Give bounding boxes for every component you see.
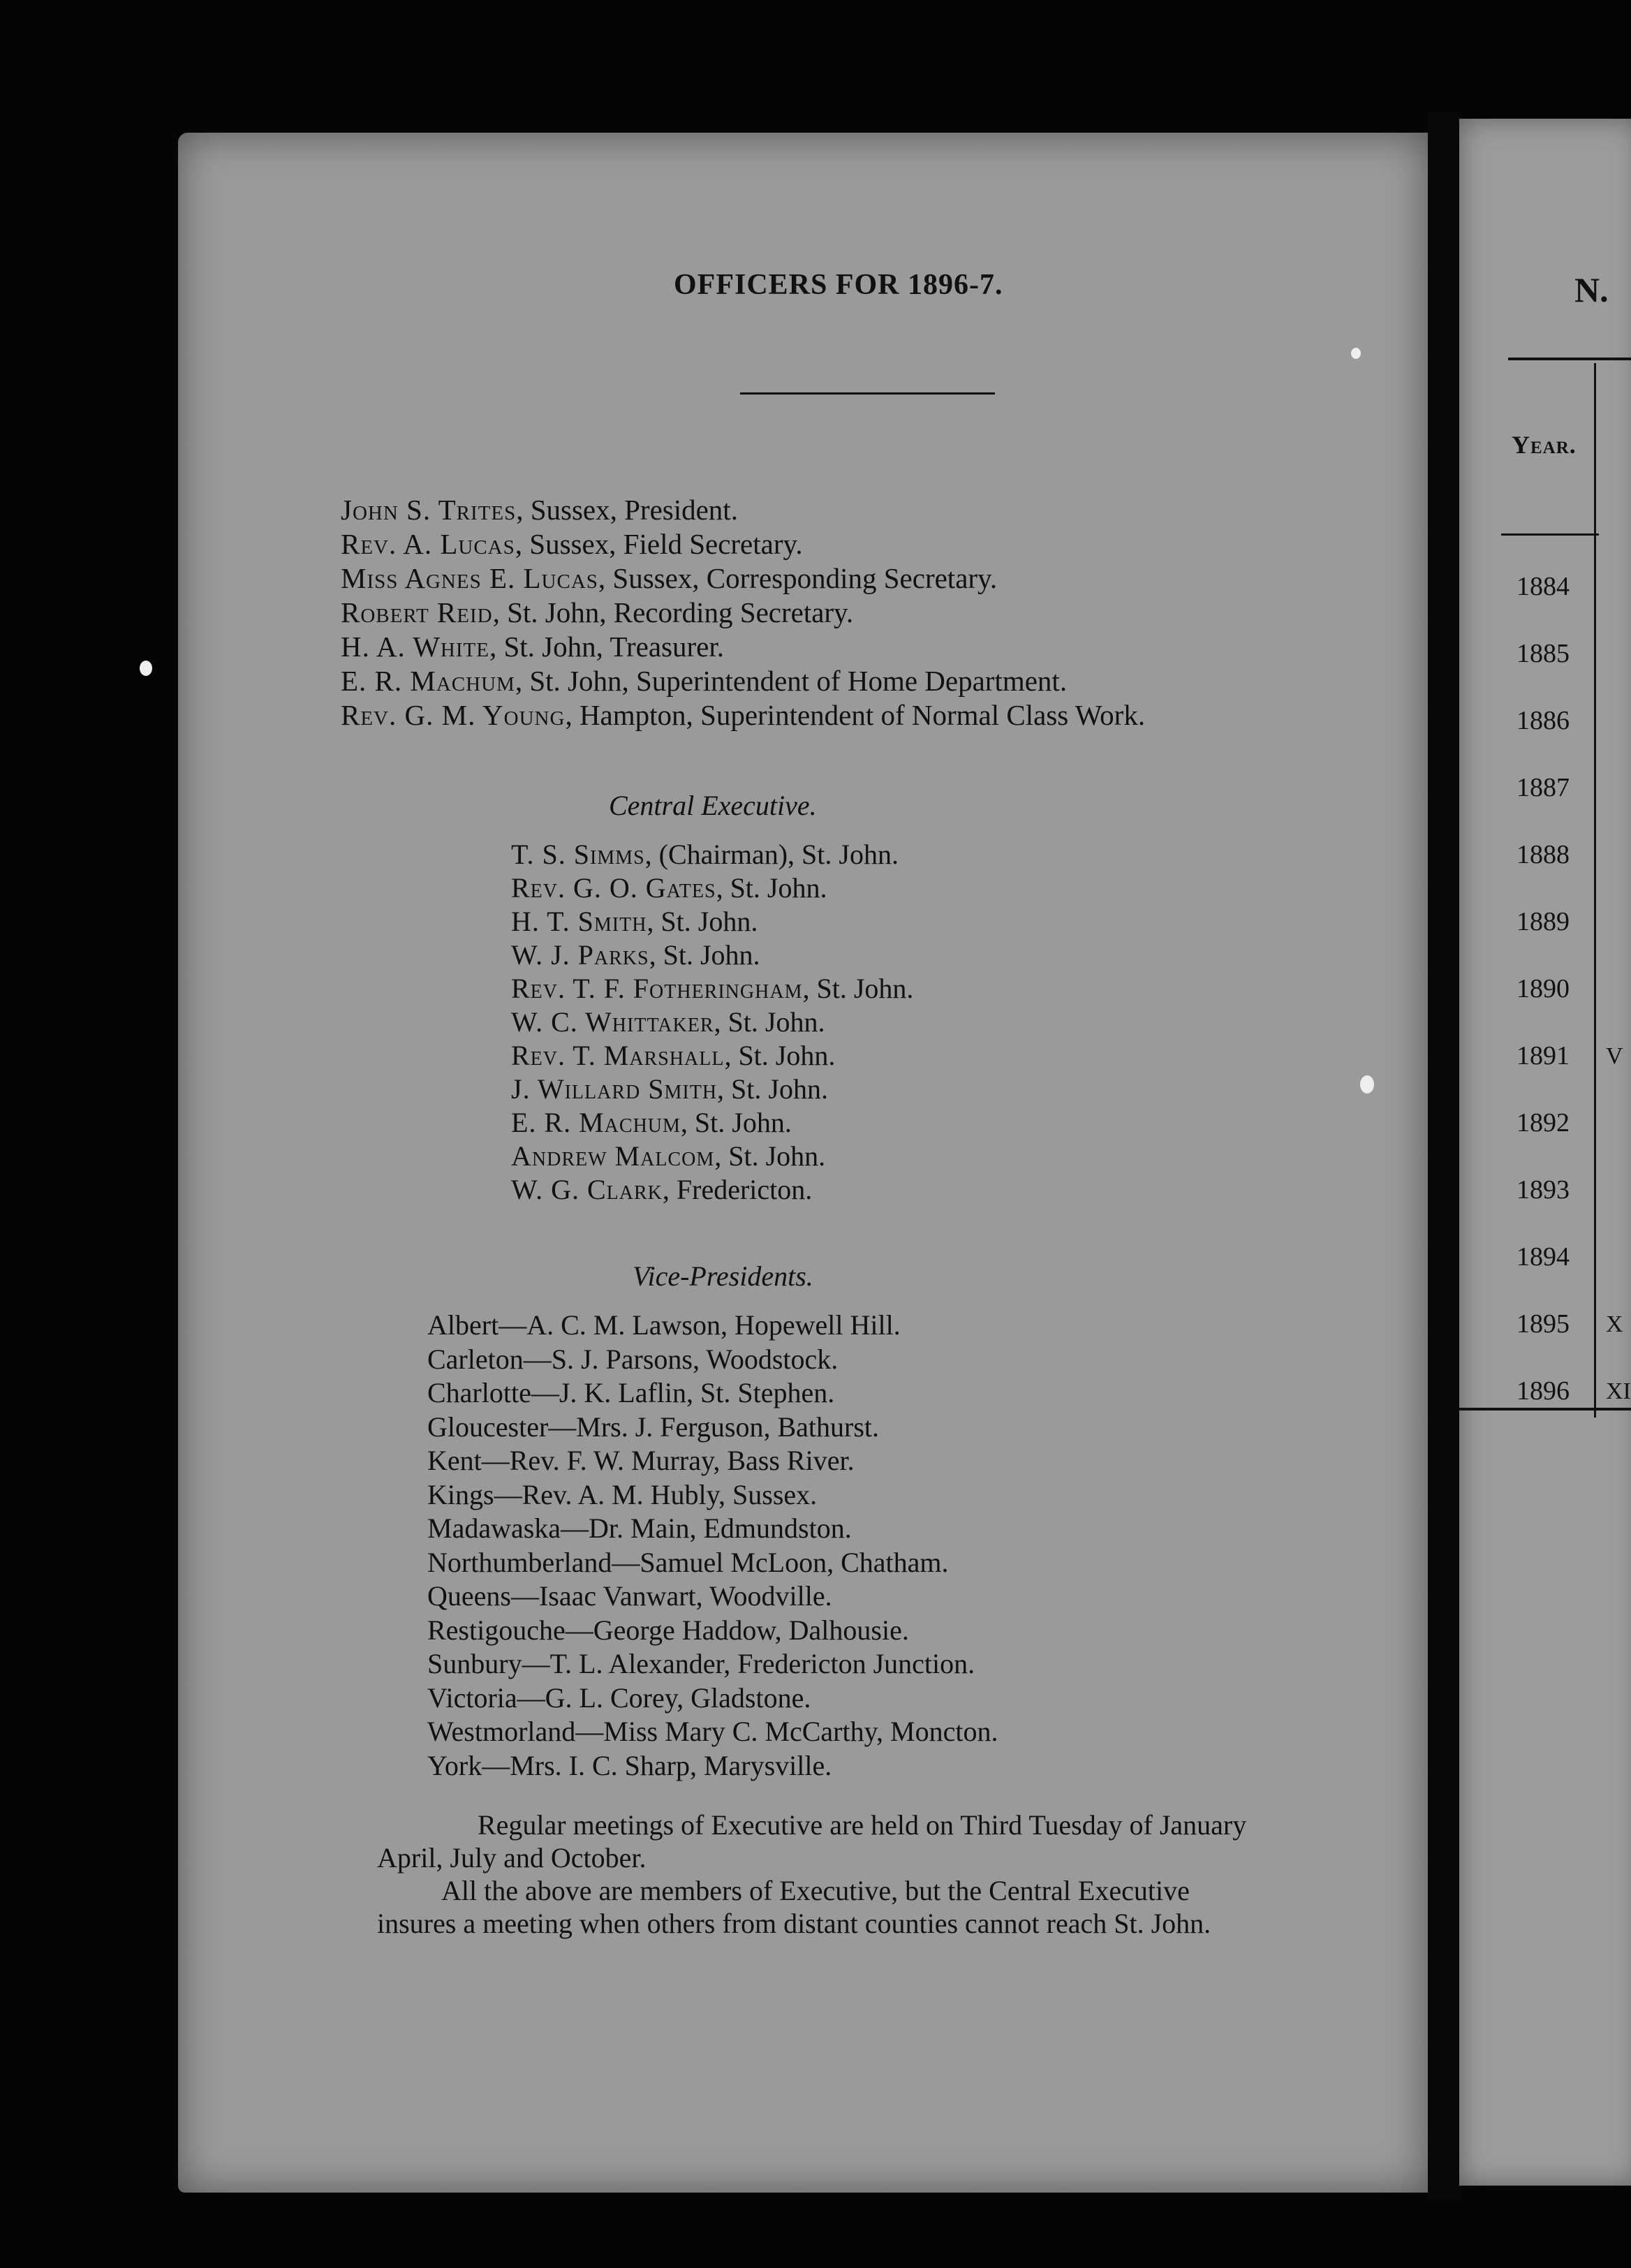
officer-entry [341, 698, 1145, 732]
year-cell: 1891 [1516, 1041, 1570, 1070]
person-name: Rev. A. Lucas [341, 528, 515, 560]
central-executive-entry [511, 972, 913, 1006]
vice-president-entry: Kent—Rev. F. W. Murray, Bass River. [427, 1445, 855, 1476]
year-cell: 1886 [1516, 706, 1570, 735]
person-name: T. S. Simms [511, 839, 645, 870]
vice-president-entry: Northumberland—Samuel McLoon, Chatham. [427, 1546, 949, 1578]
right-table-column-rule [1594, 363, 1596, 1418]
vice-president-entry: Victoria—G. L. Corey, Gladstone. [427, 1681, 811, 1714]
person-name: W. J. Parks [511, 939, 649, 971]
note-line-4: insures a meeting when others from distant counties cannot reach St. John. [377, 1908, 1211, 1939]
central-executive-entry [511, 1173, 913, 1207]
person-name: Rev. T. Marshall [511, 1040, 725, 1071]
central-executive-entry [511, 1140, 913, 1173]
right-table-bottom-rule [1459, 1408, 1631, 1411]
central-executive-entry [511, 938, 913, 972]
person-name: Rev. G. O. Gates [511, 872, 716, 904]
person-detail: , St. John. [649, 939, 760, 971]
central-executive-entry [511, 1006, 913, 1039]
central-executive-heading: Central Executive. [609, 790, 817, 821]
person-name: W. G. Clark [511, 1174, 663, 1205]
year-column-header: Year. [1512, 431, 1577, 459]
central-executive-entry [511, 905, 913, 938]
officers-list [341, 493, 1145, 732]
central-executive-entry [511, 871, 913, 905]
central-executive-entry [511, 838, 913, 871]
vice-president-entry: Charlotte—J. K. Laflin, St. Stephen. [427, 1377, 835, 1408]
vice-president-entry: Restigouche—George Haddow, Dalhousie. [427, 1614, 909, 1646]
year-cell: 1895 [1516, 1309, 1570, 1339]
person-detail: , St. John, Recording Secretary. [492, 596, 854, 628]
person-name: Miss Agnes E. Lucas [341, 562, 598, 594]
officer-entry [341, 596, 1145, 630]
person-name: W. C. Whittaker [511, 1006, 714, 1038]
person-detail: , St. John, Superintendent of Home Department. [515, 665, 1068, 697]
person-detail: , St. John, Treasurer. [489, 631, 724, 663]
right-table-fragment [1606, 1378, 1631, 1405]
person-detail: , St. John. [714, 1006, 825, 1038]
right-page-header: N. [1574, 270, 1609, 309]
person-name: H. T. Smith [511, 906, 647, 937]
person-detail: , St. John. [714, 1140, 826, 1172]
vice-presidents-list [427, 1309, 998, 1783]
person-detail: , Sussex, Field Secretary. [515, 528, 803, 560]
person-detail: , St. John. [717, 1073, 828, 1105]
book-gutter [1428, 112, 1461, 2200]
person-detail: , St. John. [680, 1107, 792, 1138]
right-table-header-rule [1501, 533, 1599, 536]
page-title: OFFICERS FOR 1896-7. [674, 269, 1003, 301]
dust-speck [1360, 1075, 1374, 1094]
year-cell: 1889 [1516, 907, 1570, 936]
central-executive-entry [511, 1106, 913, 1140]
vice-president-entry: Madawaska—Dr. Main, Edmundston. [427, 1512, 852, 1544]
year-cell: 1885 [1516, 639, 1570, 668]
officer-entry [341, 561, 1145, 596]
person-name: Robert Reid [341, 596, 493, 628]
person-detail: , Sussex, Corresponding Secretary. [598, 562, 998, 594]
vice-president-entry: Carleton—S. J. Parsons, Woodstock. [427, 1343, 839, 1375]
year-cell: 1893 [1516, 1175, 1570, 1205]
person-detail: , St. John. [724, 1040, 836, 1071]
fragment-text: X [1606, 1311, 1623, 1337]
note-line-3: All the above are members of Executive, but the Central Executive [441, 1875, 1190, 1906]
year-cell: 1890 [1516, 974, 1570, 1003]
fragment-text: V [1606, 1043, 1623, 1069]
fragment-text: XI [1606, 1378, 1631, 1404]
officer-entry [341, 493, 1145, 527]
central-executive-entry [511, 1073, 913, 1106]
person-name: Andrew Malcom [511, 1140, 715, 1172]
central-executive-list [511, 838, 913, 1207]
vice-president-entry: Gloucester—Mrs. J. Ferguson, Bathurst. [427, 1411, 879, 1443]
vice-president-entry: Albert—A. C. M. Lawson, Hopewell Hill. [427, 1309, 901, 1341]
year-cell: 1896 [1516, 1376, 1570, 1406]
officer-entry [341, 664, 1145, 698]
vice-president-entry: Queens—Isaac Vanwart, Woodville. [427, 1580, 832, 1612]
right-table-fragment [1606, 1043, 1623, 1070]
title-rule [740, 392, 995, 395]
vice-president-entry: Westmorland—Miss Mary C. McCarthy, Moncton. [427, 1716, 998, 1747]
year-cell: 1892 [1516, 1108, 1570, 1137]
vice-president-entry: Kings—Rev. A. M. Hubly, Sussex. [427, 1478, 818, 1510]
person-name: Rev. T. F. Fotheringham [511, 973, 803, 1004]
person-detail: , Hampton, Superintendent of Normal Class Work. [565, 699, 1146, 731]
dust-speck [1351, 348, 1361, 359]
officer-entry [341, 630, 1145, 664]
person-name: John S. Trites [341, 494, 517, 526]
dust-speck [140, 661, 152, 676]
person-name: J. Willard Smith [511, 1073, 718, 1105]
person-detail: , St. John. [716, 872, 827, 904]
central-executive-entry [511, 1039, 913, 1073]
note-line-1: Regular meetings of Executive are held on Third Tuesday of January [478, 1809, 1247, 1841]
year-cell: 1888 [1516, 840, 1570, 869]
right-table-top-rule [1508, 358, 1631, 360]
person-detail: , Sussex, President. [516, 494, 738, 526]
year-cell: 1884 [1516, 572, 1570, 601]
person-name: E. R. Machum [511, 1107, 681, 1138]
vice-presidents-heading: Vice-Presidents. [633, 1260, 813, 1292]
person-name: H. A. White [341, 631, 489, 663]
year-cell: 1894 [1516, 1242, 1570, 1272]
person-detail: , Fredericton. [662, 1174, 813, 1205]
year-column [1516, 571, 1570, 1443]
person-detail: , (Chairman), St. John. [644, 839, 899, 870]
person-name: Rev. G. M. Young [341, 699, 566, 731]
vice-president-entry: Sunbury—T. L. Alexander, Fredericton Junction. [427, 1648, 975, 1679]
meeting-notes [377, 1809, 1424, 1940]
year-cell: 1887 [1516, 773, 1570, 802]
person-name: E. R. Machum [341, 665, 515, 697]
vice-president-entry: York—Mrs. I. C. Sharp, Marysville. [427, 1749, 832, 1781]
note-line-2: April, July and October. [377, 1842, 647, 1873]
person-detail: , St. John. [802, 973, 914, 1004]
officer-entry [341, 527, 1145, 561]
person-detail: , St. John. [647, 906, 758, 937]
right-table-fragment [1606, 1311, 1623, 1338]
